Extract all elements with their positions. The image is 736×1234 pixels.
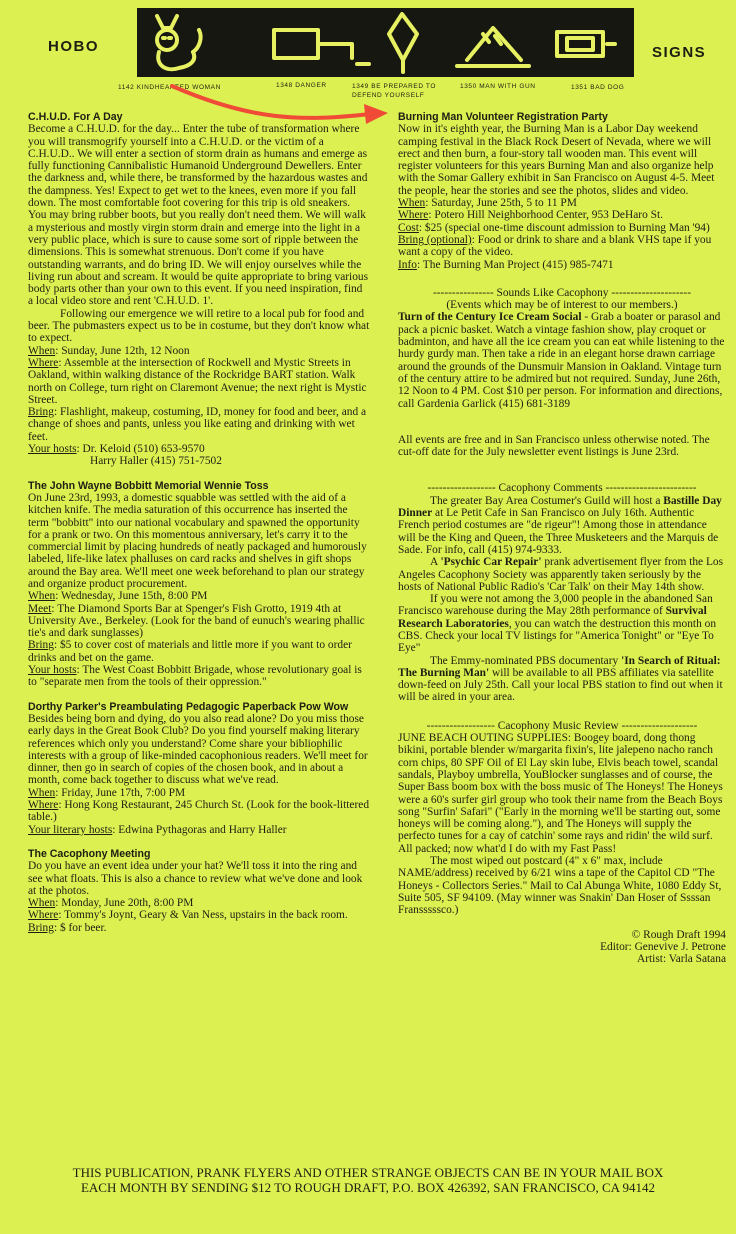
event-body: Become a C.H.U.D. for the day... Enter the tube of transformation where you will transmogrify yourself into a C.H.U.D. or the victim of a C.H.U.D.. We will enter a section of storm drain as humans and emerge as fully functioning Cannibalistic Humanoid Underground Dewellers. Enter the darkness and, while there, be transformed by the hazardous wastes and the dampness. Yes! Expect to get wet to the knees, even more if you fall down. The most comfortable foot covering for this trip is old sneakers. You may bring rubber boots, but you really don't need them. We will walk a mysterious and mostly virgin storm drain and emerge into the light in a very public place, which is sure to cause some sort of ripple between the dimensions. This is somewhat strenuous. Don't come if you have outstanding warrants, and do bring ID. We will enjoy ourselves while the living run about and scream. It would be quite appropriate to bring various body parts other than your own to this event. If you need inspiration, find a local video store and rent 'C.H.U.D. 1'. — [28, 123, 369, 308]
section-heading: ---------------- Sounds Like Cacophony --------------------- — [432, 286, 692, 299]
event-when: When: Wednesday, June 15th, 8:00 PM — [28, 590, 208, 603]
event-bring: Bring: Flashlight, makeup, costuming, ID, money for food and beer, and a change of shoes and pants, unless you like eating and drinking with wet feet. — [28, 406, 367, 443]
copyright: © Rough Draft 1994 — [631, 928, 726, 941]
event-body: Now in it's eighth year, the Burning Man is a Labor Day weekend camping festival in the Black Rock Desert of Nevada, where we will erect and then burn, a four-story tall wooden man. This event will register volunteers for this years Burning Man and also organize help with the Somar Gallery exhibit in San Francisco on August 4-5. Meet the people, hear the stories and see the photos, slides and video. — [398, 123, 715, 197]
caption-bad-dog: 1351 BAD DOG — [571, 84, 625, 91]
event-title: Burning Man Volunteer Registration Party — [398, 111, 608, 123]
ice-cream-social: Turn of the Century Ice Cream Social - Grab a boater or parasol and pack a picnic basket. Watch a vintage fashion show, play croquet or badminton, and have all the ice cream you can eat while listening to the hurdy gurdy man. Then take a ride in an elegant horse drawn carriage around the grounds of the Dunsmuir Mansion in Oakland. Vintage turn of the century attire to be admired but not required. Sunday, June 26th, 12 Noon to 4 PM. Cost $10 per person. For information and directions, call Gardenia Garlick (415) 681-3189 — [398, 311, 725, 410]
event-hosts: Your literary hosts: Edwina Pythagoras and Harry Haller — [28, 823, 287, 836]
right-column — [398, 111, 726, 965]
footer-line: EACH MONTH BY SENDING $12 TO ROUGH DRAFT, P.O. BOX 426392, SAN FRANCISCO, CA 94142 — [80, 1180, 656, 1195]
event-meet: Meet: The Diamond Sports Bar at Spenger's Fish Grotto, 1919 4th at University Ave., Berkeley. (Look for the band of eunuch's wearing phallic tie's and dark sunglasses) — [28, 602, 365, 640]
caption-kindhearted-woman: 1142 KINDHEARTED WOMAN — [118, 84, 221, 91]
editor-credit: Editor: Genevive J. Petrone — [600, 940, 726, 953]
bobbitt-event — [28, 480, 370, 689]
burning-man-event — [398, 111, 726, 271]
caption-defend-yourself: 1349 BE PREPARED TO DEFEND YOURSELF — [352, 83, 437, 99]
event-when: When: Friday, June 17th, 7:00 PM — [28, 786, 186, 799]
cacophony-music-review — [398, 720, 726, 917]
event-body: On June 23rd, 1993, a domestic squabble was settled with the aid of a kitchen knife. The media saturation of this occurrence has inserted the term "bobbitt" into our national vocabulary and spawned the opportunity for a prank or two. On this momentous anniversary, let's carry it to the commercial limit by placing hundreds of neatly packaged and humorously labeled, life-like latex phalluses on card racks and shelves in gift shops around the Bay area. We'll meet one week beforehand to plan our strategy and organize product procurement. — [28, 491, 367, 590]
banner-left-word: HOBO — [48, 38, 99, 55]
footer-line: THIS PUBLICATION, PRANK FLYERS AND OTHER STRANGE OBJECTS CAN BE IN YOUR MAIL BOX — [72, 1165, 664, 1180]
section-subheading: (Events which may be of interest to our members.) — [446, 299, 678, 312]
music-review-body: JUNE BEACH OUTING SUPPLIES: Boogey board, dong thong bikini, portable blender w/margarita fixin's, lite jalepeno nacho ranch corn chips, 80 SPF Oil of El Lay skin lube, Elvis beach towel, scandal sandals, Playboy umbrella, YouBlocker sunglasses and of course, the Super Bass boom box with the boss music of The Honeys! The Honeys were a 60's surfer girl group who took their name from the Beach Boys song "Surfin' Safari" ("Early in the morning we'll be starting out, some honeys will be coming along."), and The Honeys will supply the perfecto tunes for a cay of catchin' some rays and ridin' the wild surf. All packed; now what'd I do with my Fast Pass! — [398, 732, 723, 855]
event-body-2: Following our emergence we will retire to a local pub for food and beer. The pubmasters expect us to be in costume, but they don't know what to expect. — [28, 307, 370, 345]
event-where: Where: Assemble at the intersection of Rockwell and Mystic Streets in Oakland, within walking distance of the Rockridge BART station. Walk north on College, turn right on Claremont Avenue; the next right is Mystic Street. — [28, 356, 367, 406]
newsletter-notice: All events are free and in San Francisco unless otherwise noted. The cut-off date for the July newsletter event listings is June 23rd. — [398, 433, 710, 459]
event-where: Where: Hong Kong Restaurant, 245 Church St. (Look for the book-littered table.) — [28, 799, 370, 824]
event-when: When: Sunday, June 12th, 12 Noon — [28, 344, 190, 357]
comment-pbs: The Emmy-nominated PBS documentary 'In Search of Ritual: The Burning Man' will be available to all PBS affiliates via satellite down-feed on July 25th. Call your local PBS station to find out when it will be aired in your area. — [398, 654, 723, 704]
event-title: Dorthy Parker's Preambulating Pedagogic Paperback Pow Wow — [28, 700, 349, 713]
event-title: The John Wayne Bobbitt Memorial Wennie Toss — [28, 479, 269, 492]
event-where: Where: Potero Hill Neighborhood Center, 953 DeHaro St. — [398, 209, 663, 222]
comment-psychic-car: A 'Psychic Car Repair' prank advertisement flyer from the Los Angeles Cacophony Society was apparently taken seriously by the hosts of National Public Radio's 'Car Talk' on their May 14th show. — [398, 556, 724, 593]
event-hosts: Your hosts: Dr. Keloid (510) 653-9570 — [28, 443, 205, 456]
comment-bastille: The greater Bay Area Costumer's Guild will host a Bastille Day Dinner at Le Petit Cafe in San Francisco on July 16th. Authentic French period costumes are "de rigeur"! Among those in attendance will be the King and Queen, the Three Musketeers and the Marquis de Sade. For info, call (415) 974-9333. — [398, 494, 722, 556]
event-hosts: Your hosts: The West Coast Bobbitt Brigade, whose revolutionary goal is to "separate men from the tools of their oppression." — [28, 664, 362, 689]
event-title: The Cacophony Meeting — [28, 847, 151, 860]
section-heading: ------------------ Cacophony Comments ------------------------ — [427, 482, 697, 495]
credits — [398, 929, 726, 966]
banner-right-word: SIGNS — [652, 44, 707, 61]
section-heading: ------------------ Cacophony Music Review -------------------- — [426, 719, 698, 732]
caption-danger: 1348 DANGER — [276, 82, 327, 89]
meeting-event — [28, 848, 370, 934]
comment-srl: If you were not among the 3,000 people in the abandoned San Francisco warehouse during the May 28th performance of Survival Research Laboratories, you can watch the destruction this month on CBS. Check your local TV listings for "America Tonight" or "Eye To Eye" — [398, 593, 717, 655]
book-club-event — [28, 701, 370, 836]
event-bring: Bring (optional): Food or drink to share and a blank VHS tape if you want a copy of the video. — [398, 233, 712, 259]
caption-man-with-gun: 1350 MAN WITH GUN — [460, 83, 536, 90]
event-when: When: Monday, June 20th, 8:00 PM — [28, 897, 194, 910]
left-column — [28, 111, 370, 946]
sounds-like-cacophony — [398, 287, 726, 410]
artist-credit: Artist: Varla Satana — [637, 953, 726, 966]
event-body: Besides being born and dying, do you also read alone? Do you miss those early days in the Great Book Club? Do you find yourself making literary references which only you understand? Come share your bibliophilic interests with a group of like-minded cacophonious readers. We'll meet for dinner, then go in search of copies of the chosen book, and in about a month, come back together to discuss what we've read. — [28, 712, 368, 787]
event-title: C.H.U.D. For A Day — [28, 111, 123, 123]
event-where: Where: Tommy's Joynt, Geary & Van Ness, upstairs in the back room. — [28, 909, 348, 922]
chud-event — [28, 111, 370, 468]
event-info: Info: The Burning Man Project (415) 985-7471 — [398, 258, 614, 271]
event-host-2: Harry Haller (415) 751-7502 — [90, 455, 222, 468]
event-when: When: Saturday, June 25th, 5 to 11 PM — [398, 197, 577, 210]
event-bring: Bring: $5 to cover cost of materials and little more if you want to order drinks and bet on the game. — [28, 639, 352, 664]
event-cost: Cost: $25 (special one-time discount admission to Burning Man '94) — [398, 221, 710, 234]
subscription-footer — [0, 1165, 736, 1195]
music-review-contest: The most wiped out postcard (4" x 6" max, include NAME/address) received by 6/21 wins a tape of the Capitol CD "The Honeys - Collectors Series." Mail to Cal Abunga White, 1080 Eddy St, Suite 505, SF 94109. (May winner was Snakin' Dan Hoser of Ssssan Fransssssco.) — [398, 855, 722, 917]
event-bring: Bring: $ for beer. — [28, 921, 107, 934]
event-body: Do you have an event idea under your hat? We'll toss it into the ring and see what floats. This is also a chance to review what we've done and look at the photos. — [28, 860, 363, 897]
cacophony-comments — [398, 482, 726, 703]
